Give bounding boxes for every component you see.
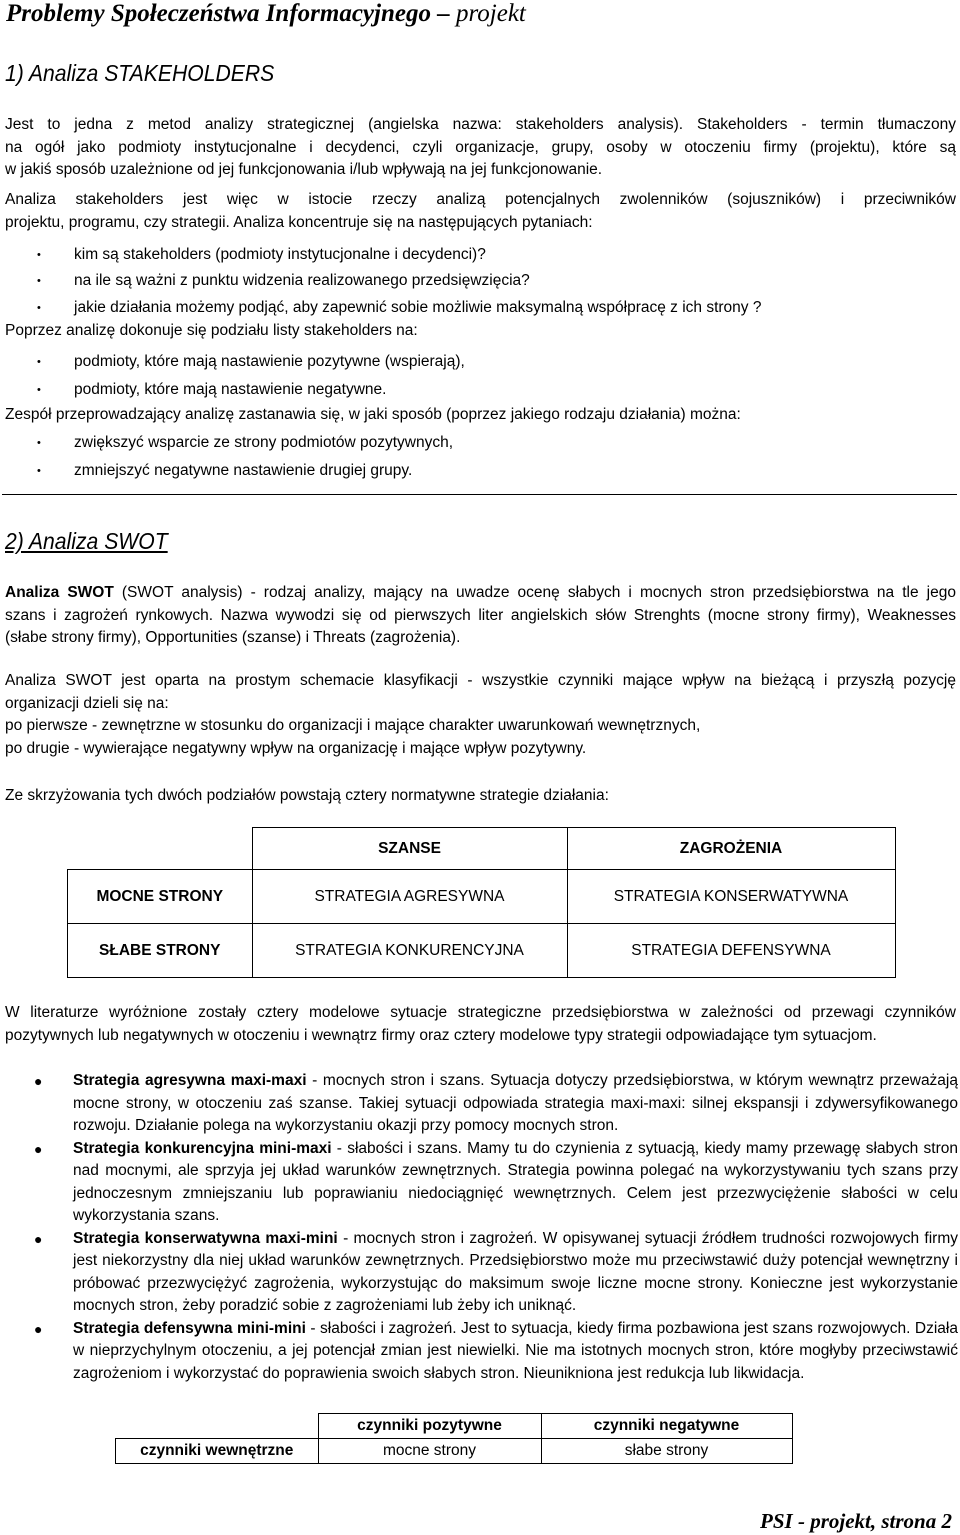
- table-row-label: czynniki wewnętrzne: [116, 1439, 319, 1464]
- header-title: Problemy Społeczeństwa Informacyjnego: [6, 0, 431, 27]
- table-header-cell: ZAGROŻENIA: [567, 828, 895, 870]
- bullet-icon: •: [37, 302, 41, 314]
- bullet-icon: •: [37, 249, 41, 261]
- section1-para2: [5, 189, 956, 234]
- table-row: [116, 1414, 793, 1439]
- section2-title: 2) Analiza SWOT: [5, 528, 168, 554]
- bullet-icon: ●: [34, 1320, 43, 1337]
- strategy-table: [67, 827, 896, 978]
- table-cell: STRATEGIA DEFENSYWNA: [567, 924, 895, 978]
- section1-para3: Poprzez analizę dokonuje się podziału listy stakeholders na:: [5, 322, 418, 339]
- header-subtitle: projekt: [455, 0, 526, 27]
- factors-table: [115, 1413, 793, 1464]
- text-line: Jest to jedna z metod analizy strategicznej (angielska nazwa: stakeholders analysis). Stakeholders - termin tłumaczony: [5, 116, 956, 133]
- table-row: [68, 924, 896, 978]
- section2-intro: [5, 582, 956, 650]
- table-row: [116, 1439, 793, 1464]
- text-line: Analiza stakeholders jest więc w istocie rzeczy analizą potencjalnych zwolenników (sojuszników) i przeciwników: [5, 191, 956, 208]
- bullet-icon: ●: [34, 1073, 43, 1089]
- table-row-label: SŁABE STRONY: [68, 924, 253, 978]
- list-item: ● Strategia agresywna maxi-maxi - mocnych stron i szans. Sytuacja dotyczy przedsiębiorstwa, w którym wewnątrz przeważają mocne strony, w otoczeniu zaś szanse. Takiej sytuacji odpowiada strategia maxi-maxi: silnej ekspansji i zdywersyfikowanego rozwoju. Działanie polega na wykorzystaniu okazji przy pomocy mocnych stron.: [34, 1072, 958, 1134]
- table-cell: STRATEGIA KONSERWATYWNA: [567, 870, 895, 924]
- table-row: [68, 870, 896, 924]
- bullet-icon: ●: [34, 1230, 43, 1247]
- text-line: organizacji dzieli się na:: [5, 694, 169, 712]
- text-line: (słabe strony firmy), Opportunities (szanse) i Threats (zagrożenia).: [5, 629, 461, 646]
- text-line: na ogół jako podmioty instytucjonalne i decydenci, czyli organizacje, grupy, osoby w otoczeniu firmy (projektu), które są: [5, 138, 956, 156]
- list-item: ● Strategia konserwatywna maxi-mini - mocnych stron i zagrożeń. W opisywanej sytuacji źródłem trudności rozwojowych firmy jest niekorzystny dla niej układ warunków zewnętrznych. Przedsiębiorstwo może mu przeciwstawić duży potencjał wewnętrzny i próbować przezwyciężyć zagrożenia, wykorzystując do maksimum swoje liczne mocne strony. Konieczne jest wykorzystanie mocnych stron, żeby poradzić sobie z zagrożeniami lub żeby ich uniknąć.: [34, 1229, 958, 1314]
- document-page: Problemy Społeczeństwa Informacyjnego – projekt 1) Analiza STAKEHOLDERS Jest to jedna z metod analizy strategicznej (angielska nazwa: stakeholders analysis). Stakeholders - termin tłumaczony na ogół jako podmioty instytucjonalne i decydenci, czyli organizacje, grupy, osoby w otoczeniu firmy (projektu), które są w jakiś sposób uzależnione od jej funkcjonowania i/lub wpływają na jej funkcjonowanie. Analiza stakeholders jest więc w istocie rzeczy analizą potencjalnych zwolenników (sojuszników) i przeciwników projektu, programu, czy strategii. Analiza koncentruje się na następujących pytaniach: • kim są stakeholders (podmioty instytucjonalne i decydenci)? • na ile są ważni z punktu widzenia realizowanego przedsięwzięcia? • jakie działania możemy podjąć, aby zapewnić sobie możliwie maksymalną współpracę z ich strony ? Poprzez analizę dokonuje się podziału listy stakeholders na: • podmioty, które mają nastawienie pozytywne (wspierają), • podmioty, które mają nastawienie negatywne. Zespół przeprowadzający analizę zastanawia się, w jaki sposób (poprzez jakiego rodzaju działania) można: • zwiększyć wsparcie ze strony podmiotów pozytywnych, • zmniejszyć negatywne nastawienie drugiej grupy. 2) Analiza SWOT Analiza SWOT (SWOT analysis) - rodzaj analizy, mający na uwadze ocenę słabych i mocnych stron przedsiębiorstwa na tle jego szans i zagrożeń rynkowych. Nazwa wywodzi się od pierwszych liter angielskich słów Strenghts (mocne strony firmy), Weaknesses (słabe strony firmy), Opportunities (szanse) i Threats (zagrożenia). Analiza SWOT jest oparta na prostym schemacie klasyfikacji - wszystkie czynniki mające wpływ na bieżącą i przyszłą pozycję organizacji dzieli się na: po pierwsze - zewnętrzne w stosunku do organizacji i mające charakter uwarunkowań wewnętrznych, po drugie - wywierające negatywny wpływ na organizację i mające wpływ pozytywny. Ze skrzyżowania tych dwóch podziałów powstają cztery normatywne strategie działania: SZANSE ZAGROŻENIA MOCNE STRONY STRATEGIA AGRESYWNA STRATEGIA KONSERWATYWNA SŁABE STRONY STRATEGIA KONKURENCYJNA STRATEGIA DEFENSYWNA W literaturze wyróżnione zostały cztery modelowe sytuacje strategiczne przedsiębiorstwa w zależności od przewagi czynników pozytywnych lub negatywnych w otoczeniu i wewnątrz firmy oraz cztery modelowe typy strategii odpowiadające tym sytuacjom. ● Strategia agresywna maxi-maxi - mocnych stron i szans. Sytuacja dotyczy przedsiębiorstwa, w którym wewnątrz przeważają mocne strony, w otoczeniu zaś szanse. Takiej sytuacji odpowiada strategia maxi-maxi: silnej ekspansji i zdywersyfikowanego rozwoju. Działanie polega na wykorzystaniu okazji przy pomocy mocnych stron. ● Strategia konkurencyjna mini-maxi - słabości i szans. Mamy tu do czynienia z sytuacją, kiedy mamy przewagę słabych stron nad mocnymi, ale sprzyja jej układ warunków zewnętrznych. Strategia powinna polegać na wykorzystywaniu tych szans przy jednoczesnym zmniejszaniu lub poprawianiu niedociągnięć wewnętrznych. Celem jest przezwyciężenie słabości w celu wykorzystania szans. ● Strategia konserwatywna maxi-mini - mocnych stron i zagrożeń. W opisywanej sytuacji źródłem trudności rozwojowych firmy jest niekorzystny dla niej układ warunków zewnętrznych. Przedsiębiorstwo może mu przeciwstawić duży potencjał wewnętrzny i próbować przezwyciężyć zagrożenia, wykorzystując do maksimum swoje liczne mocne strony. Konieczne jest wykorzystanie mocnych stron, żeby poradzić sobie z zagrożeniami lub żeby ich uniknąć. ● Strategia defensywna mini-mini - słabości i zagrożeń. Jest to sytuacja, kiedy firma pozbawiona jest szans rozwojowych. Działa w nieprzychylnym otoczeniu, a jej potencjał zmian jest niewielki. Nie ma istotnych mocnych stron, które mogłyby przeciwstawić zagrożeniom i wykorzystać do poprawienia swoich słabych stron. Nieunikniona jest redukcja lub likwidacja. czynniki pozytywne czynniki negatywne czynniki wewnętrzne mocne strony słabe strony PSI - projekt, strona 2: [0, 0, 960, 1535]
- table-row-label: MOCNE STRONY: [68, 870, 253, 924]
- section1-para4: Zespół przeprowadzający analizę zastanawia się, w jaki sposób (poprzez jakiego rodzaju działania) można:: [5, 406, 741, 423]
- table-header-cell: czynniki negatywne: [541, 1414, 792, 1439]
- list-item: ● Strategia defensywna mini-mini - słabości i zagrożeń. Jest to sytuacja, kiedy firma pozbawiona jest szans rozwojowych. Działa w nieprzychylnym otoczeniu, a jej potencjał zmian jest niewielki. Nie ma istotnych mocnych stron, które mogłyby przeciwstawić zagrożeniom i wykorzystać do poprawienia swoich słabych stron. Nieunikniona jest redukcja lub likwidacja.: [34, 1319, 958, 1382]
- text-line: Analiza SWOT (SWOT analysis) - rodzaj analizy, mający na uwadze ocenę słabych i mocnych stron przedsiębiorstwa na tle jego: [5, 584, 956, 601]
- text-line: po drugie - wywierające negatywny wpływ na organizację i mające wpływ pozytywny.: [5, 739, 587, 757]
- text-line: w jakiś sposób uzależnione od jej funkcjonowania i/lub wpływają na jej funkcjonowanie.: [5, 161, 603, 178]
- table-cell: STRATEGIA AGRESYWNA: [252, 870, 567, 924]
- table-cell: [68, 828, 253, 870]
- table-cell: mocne strony: [318, 1439, 541, 1464]
- bullet-icon: •: [37, 465, 41, 477]
- table-cell: STRATEGIA KONKURENCYJNA: [252, 924, 567, 978]
- header-dash: –: [430, 0, 456, 27]
- bullet-icon: •: [37, 356, 41, 368]
- list-item: ● Strategia konkurencyjna mini-maxi - słabości i szans. Mamy tu do czynienia z sytuacją, kiedy mamy przewagę słabych stron nad mocnymi, ale sprzyja jej układ warunków zewnętrznych. Strategia powinna polegać na wykorzystywaniu tych szans przy jednoczesnym zmniejszaniu lub poprawianiu niedociągnięć wewnętrznych. Celem jest przezwyciężenie słabości w celu wykorzystania szans.: [34, 1139, 958, 1224]
- table-header-cell: SZANSE: [252, 828, 567, 870]
- table-row: [68, 828, 896, 870]
- bullet-icon: •: [37, 437, 41, 449]
- section-divider: [2, 494, 957, 495]
- table-cell: [116, 1414, 319, 1439]
- bullet-icon: ●: [34, 1140, 43, 1157]
- section1-title: 1) Analiza STAKEHOLDERS: [5, 60, 275, 86]
- text-line: szans i zagrożeń rynkowych. Nazwa wywodzi się od pierwszych liter angielskich słów Strenghts (mocne strony firmy), Weaknesses: [5, 606, 956, 624]
- text-line: projektu, programu, czy strategii. Analiza koncentruje się na następujących pytaniach:: [5, 213, 593, 231]
- table-header-cell: czynniki pozytywne: [318, 1414, 541, 1439]
- strategy-list: [32, 1070, 958, 1385]
- intro-bold-term: Analiza SWOT: [5, 584, 114, 601]
- bullet-icon: •: [37, 275, 41, 287]
- section2-para3: Ze skrzyżowania tych dwóch podziałów powstają cztery normatywne strategie działania:: [5, 787, 609, 804]
- section2-para4: [5, 1002, 956, 1047]
- table-cell: słabe strony: [541, 1439, 792, 1464]
- section2-para2: [5, 670, 956, 760]
- text-line: Analiza SWOT jest oparta na prostym schemacie klasyfikacji - wszystkie czynniki mające wpływ na bieżącą i przyszłą pozycję: [5, 672, 956, 689]
- document-header: [6, 0, 526, 28]
- section1-para1: [5, 114, 956, 182]
- text-line: W literaturze wyróżnione zostały cztery modelowe sytuacje strategiczne przedsiębiorstwa w zależności od przewagi czynników: [5, 1004, 956, 1021]
- text-line: po pierwsze - zewnętrzne w stosunku do organizacji i mające charakter uwarunkowań wewnętrznych,: [5, 717, 701, 734]
- page-footer: PSI - projekt, strona 2: [760, 1509, 952, 1533]
- bullet-icon: •: [37, 384, 41, 396]
- text-line: pozytywnych lub negatywnych w otoczeniu i wewnątrz firmy oraz cztery modelowe typy strategii odpowiadające tym sytuacjom.: [5, 1026, 877, 1044]
